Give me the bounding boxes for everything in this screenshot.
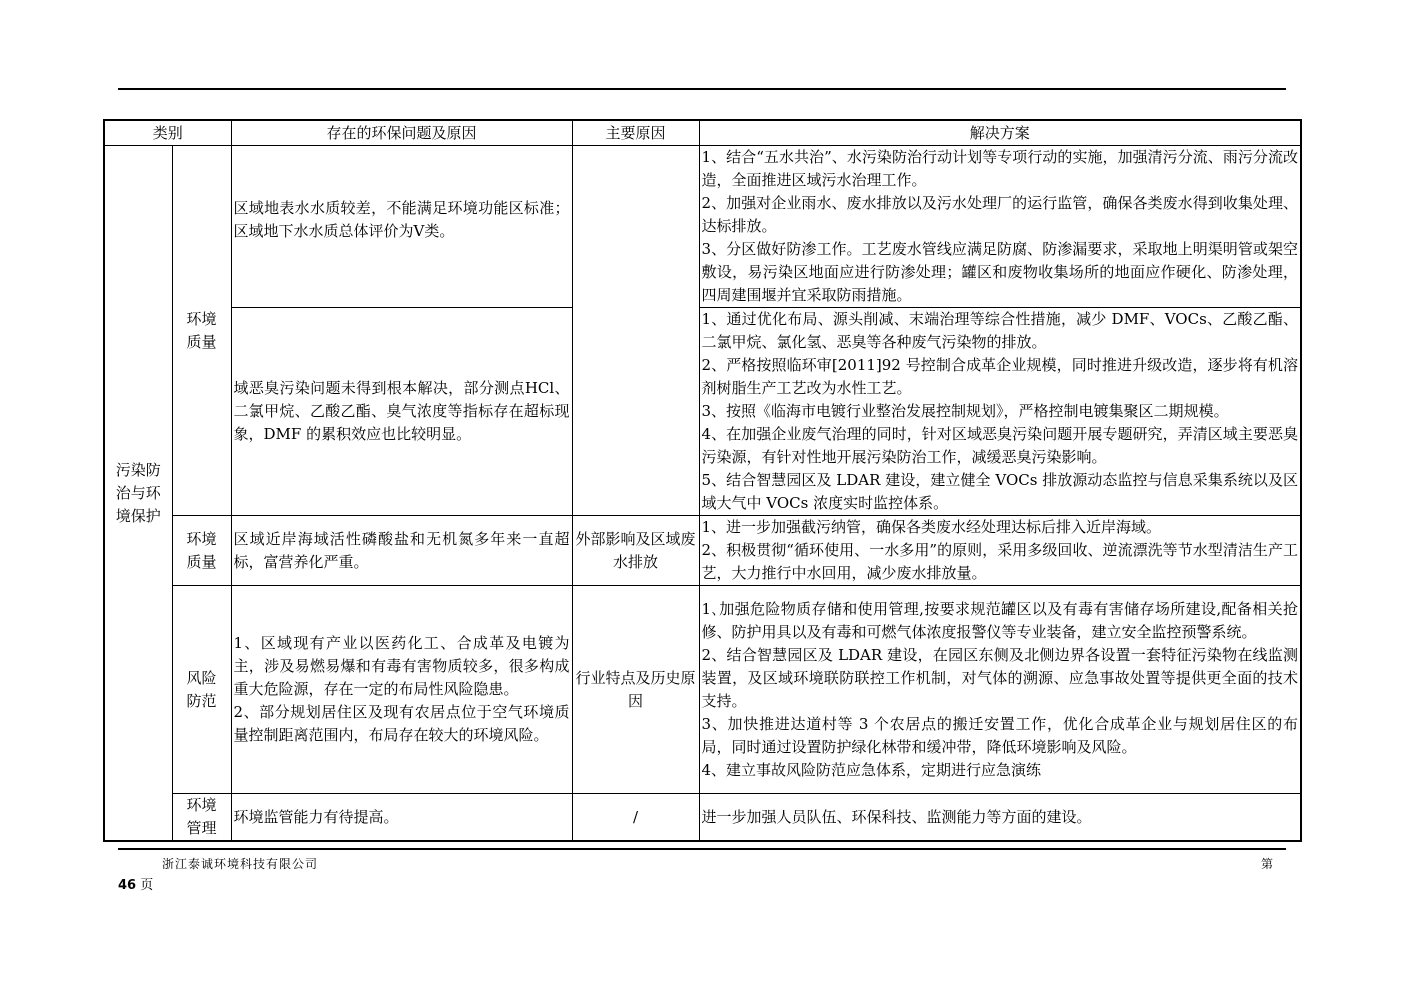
subcategory-cell: 风险 防范 (172, 586, 231, 794)
category-line: 境保护 (115, 506, 161, 525)
problem-cell: 1、区域现有产业以医药化工、合成革及电镀为主，涉及易燃易爆和有毒有害物质较多，很多构成重大危险源，存在一定的布局性风险隐患。 2、部分规划居住区及现有农居点位于空气环境质量控制距离范围内，布局存在较大的环境风险。 (231, 586, 572, 794)
cause-cell: / (572, 794, 699, 842)
subcategory-cell: 环境 管理 (172, 794, 231, 842)
solution-cell: 进一步加强人员队伍、环保科技、监测能力等方面的建设。 (699, 794, 1301, 842)
page-unit: 页 (140, 878, 154, 893)
footer-page-prefix: 第 (1261, 857, 1274, 871)
solution-cell: 1、结合“五水共治”、水污染防治行动计划等专项行动的实施，加强清污分流、雨污分流改造，全面推进区域污水治理工作。 2、加强对企业雨水、废水排放以及污水处理厂的运行监管，确保各类废水得到收集处理、达标排放。 3、分区做好防渗工作。工艺废水管线应满足防腐、防渗漏要求，采取地上明渠明管或架空敷设，易污染区地面应进行防渗处理；罐区和废物收集场所的地面应作硬化、防渗处理，四周建围堰并宜采取防雨措施。 (699, 146, 1301, 308)
table-row (104, 146, 1301, 308)
table-row (104, 308, 1301, 516)
subcategory-cell: 环境 质量 (172, 146, 231, 516)
table-row (104, 516, 1301, 586)
category-cell (104, 146, 172, 842)
cause-cell (572, 146, 699, 516)
header-cause: 主要原因 (572, 120, 699, 146)
environmental-issues-table (103, 119, 1302, 842)
problem-cell: 区域地表水水质较差，不能满足环境功能区标准；区域地下水水质总体评价为Ⅴ类。 (231, 146, 572, 308)
page-number: 46 (118, 878, 137, 893)
footer-company-name: 浙江泰诚环境科技有限公司 (162, 857, 319, 871)
footer-rule (118, 848, 1286, 850)
table-row (104, 794, 1301, 842)
category-line: 污染防 (115, 460, 161, 479)
solution-cell: 1、进一步加强截污纳管，确保各类废水经处理达标后排入近岸海域。 2、积极贯彻“循环使用、一水多用”的原则，采用多级回收、逆流漂洗等节水型清洁生产工艺，大力推行中水回用，减少废水排放量。 (699, 516, 1301, 586)
problem-cell: 区域近岸海域活性磷酸盐和无机氮多年来一直超标，富营养化严重。 (231, 516, 572, 586)
subcategory-cell: 环境 质量 (172, 516, 231, 586)
header-category: 类别 (104, 120, 231, 146)
footer-page-number (118, 874, 153, 893)
header-problem: 存在的环保问题及原因 (231, 120, 572, 146)
table-row (104, 586, 1301, 794)
solution-cell: 1､加强危险物质存储和使用管理,按要求规范罐区以及有毒有害储存场所建设,配备相关抢修、防护用具以及有毒和可燃气体浓度报警仪等专业装备，建立安全监控预警系统。 2、结合智慧园区及 LDAR 建设，在园区东侧及北侧边界各设置一套特征污染物在线监测装置，及区域环境联防联控工作机制，对气体的溯源、应急事故处置等提供更全面的技术支持。 3、加快推进达道村等 3 个农居点的搬迁安置工作，优化合成革企业与规划居住区的布局，同时通过设置防护绿化林带和缓冲带，降低环境影响及风险。 4、建立事故风险防范应急体系，定期进行应急演练 (699, 586, 1301, 794)
table-header-row (104, 120, 1301, 146)
cause-cell: 外部影响及区域废水排放 (572, 516, 699, 586)
header-rule (118, 88, 1286, 90)
problem-cell: 环境监管能力有待提高。 (231, 794, 572, 842)
header-solution: 解决方案 (699, 120, 1301, 146)
problem-cell: 域恶臭污染问题未得到根本解决，部分测点HCl、二氯甲烷、乙酸乙酯、臭气浓度等指标存在超标现象，DMF 的累积效应也比较明显。 (231, 308, 572, 516)
category-line: 治与环 (115, 483, 161, 502)
solution-cell: 1、通过优化布局、源头削减、末端治理等综合性措施，减少 DMF、VOCs、乙酸乙酯、二氯甲烷、氯化氢、恶臭等各种废气污染物的排放。 2、严格按照临环审[2011]92 号控制合成革企业规模，同时推进升级改造，逐步将有机溶剂树脂生产工艺改为水性工艺。 3、按照《临海市电镀行业整治发展控制规划》，严格控制电镀集聚区二期规模。 4、在加强企业废气治理的同时，针对区域恶臭污染问题开展专题研究，弄清区域主要恶臭污染源，有针对性地开展污染防治工作，减缓恶臭污染影响。 5、结合智慧园区及 LDAR 建设，建立健全 VOCs 排放源动态监控与信息采集系统以及区域大气中 VOCs 浓度实时监控体系。 (699, 308, 1301, 516)
cause-cell: 行业特点及历史原因 (572, 586, 699, 794)
